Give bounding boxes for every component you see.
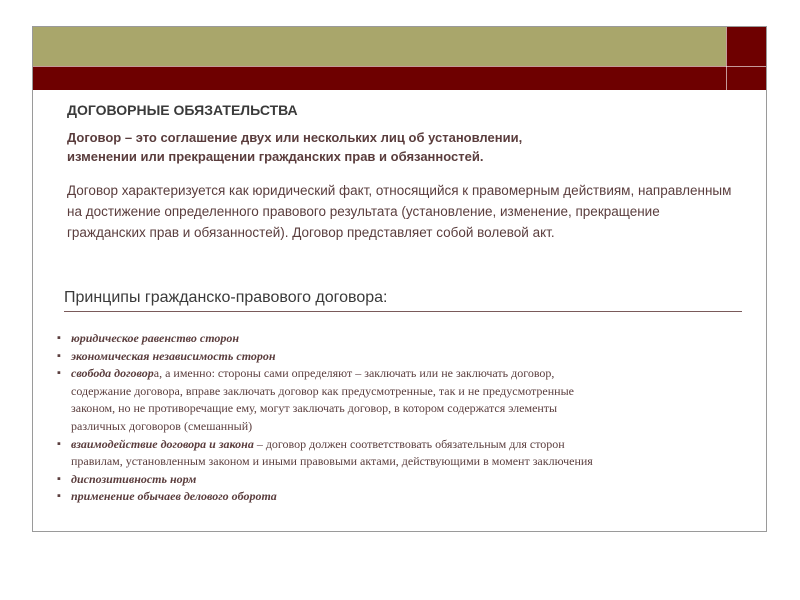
- bullet-icon: ▪: [57, 437, 61, 450]
- list-item: [57, 436, 757, 471]
- header-vertical-divider: [726, 27, 727, 90]
- principle-text: а, а именно: стороны сами определяют – заключать или не заключать договор,: [153, 366, 555, 381]
- list-item: [57, 488, 757, 506]
- list-item: [57, 471, 757, 489]
- principles-heading: Принципы гражданско-правового договора:: [64, 289, 742, 312]
- list-item: [57, 365, 757, 435]
- list-item: [57, 348, 757, 366]
- principle-text-cont: правилам, установленным законом и иными правовыми актами, действующими в момент заключения: [71, 454, 593, 469]
- slide-content: [67, 96, 747, 243]
- bullet-icon: ▪: [57, 490, 61, 503]
- definition-line-1: Договор – это соглашение двух или нескольких лиц об установлении,: [67, 130, 523, 145]
- principle-text-cont: различных договоров (смешанный): [71, 418, 253, 433]
- bullet-icon: ▪: [57, 349, 61, 362]
- principle-text: экономическая независимость сторон: [71, 348, 276, 363]
- definition-line-2: изменении или прекращении гражданских прав и обязанностей.: [67, 149, 484, 164]
- principle-emphasis: свобода договор: [71, 366, 154, 381]
- principle-emphasis: взаимодействие договора и закона: [71, 436, 254, 451]
- bullet-icon: ▪: [57, 367, 61, 380]
- slide-title: ДОГОВОРНЫЕ ОБЯЗАТЕЛЬСТВА: [67, 102, 298, 118]
- bullet-icon: ▪: [57, 332, 61, 344]
- principle-text-cont: законом, но не противоречащие ему, могут заключать договор, в котором содержатся элементы: [71, 401, 558, 416]
- list-item: [57, 330, 757, 348]
- principle-text: применение обычаев делового оборота: [71, 489, 277, 504]
- definition-text: [67, 128, 687, 166]
- principle-text: юридическое равенство сторон: [71, 331, 240, 345]
- header-horizontal-divider: [33, 66, 766, 67]
- bullet-icon: ▪: [57, 472, 61, 485]
- description-text: Договор характеризуется как юридический факт, относящийся к правомерным действиям, направленным на достижение определенного правового результата (установление, изменение, прекращение гражданских прав и обязанностей). Договор представляет собой волевой акт.: [67, 183, 732, 240]
- principle-text-cont: содержание договора, вправе заключать договор как предусмотренные, так и не предусмотренные: [71, 383, 574, 398]
- principles-list: [57, 330, 757, 506]
- header-maroon-band: [33, 66, 766, 90]
- header-olive-band: [33, 27, 726, 66]
- header-maroon-square: [726, 27, 766, 66]
- principle-text: – договор должен соответствовать обязательным для сторон: [253, 436, 565, 451]
- principle-text: диспозитивность норм: [71, 471, 197, 486]
